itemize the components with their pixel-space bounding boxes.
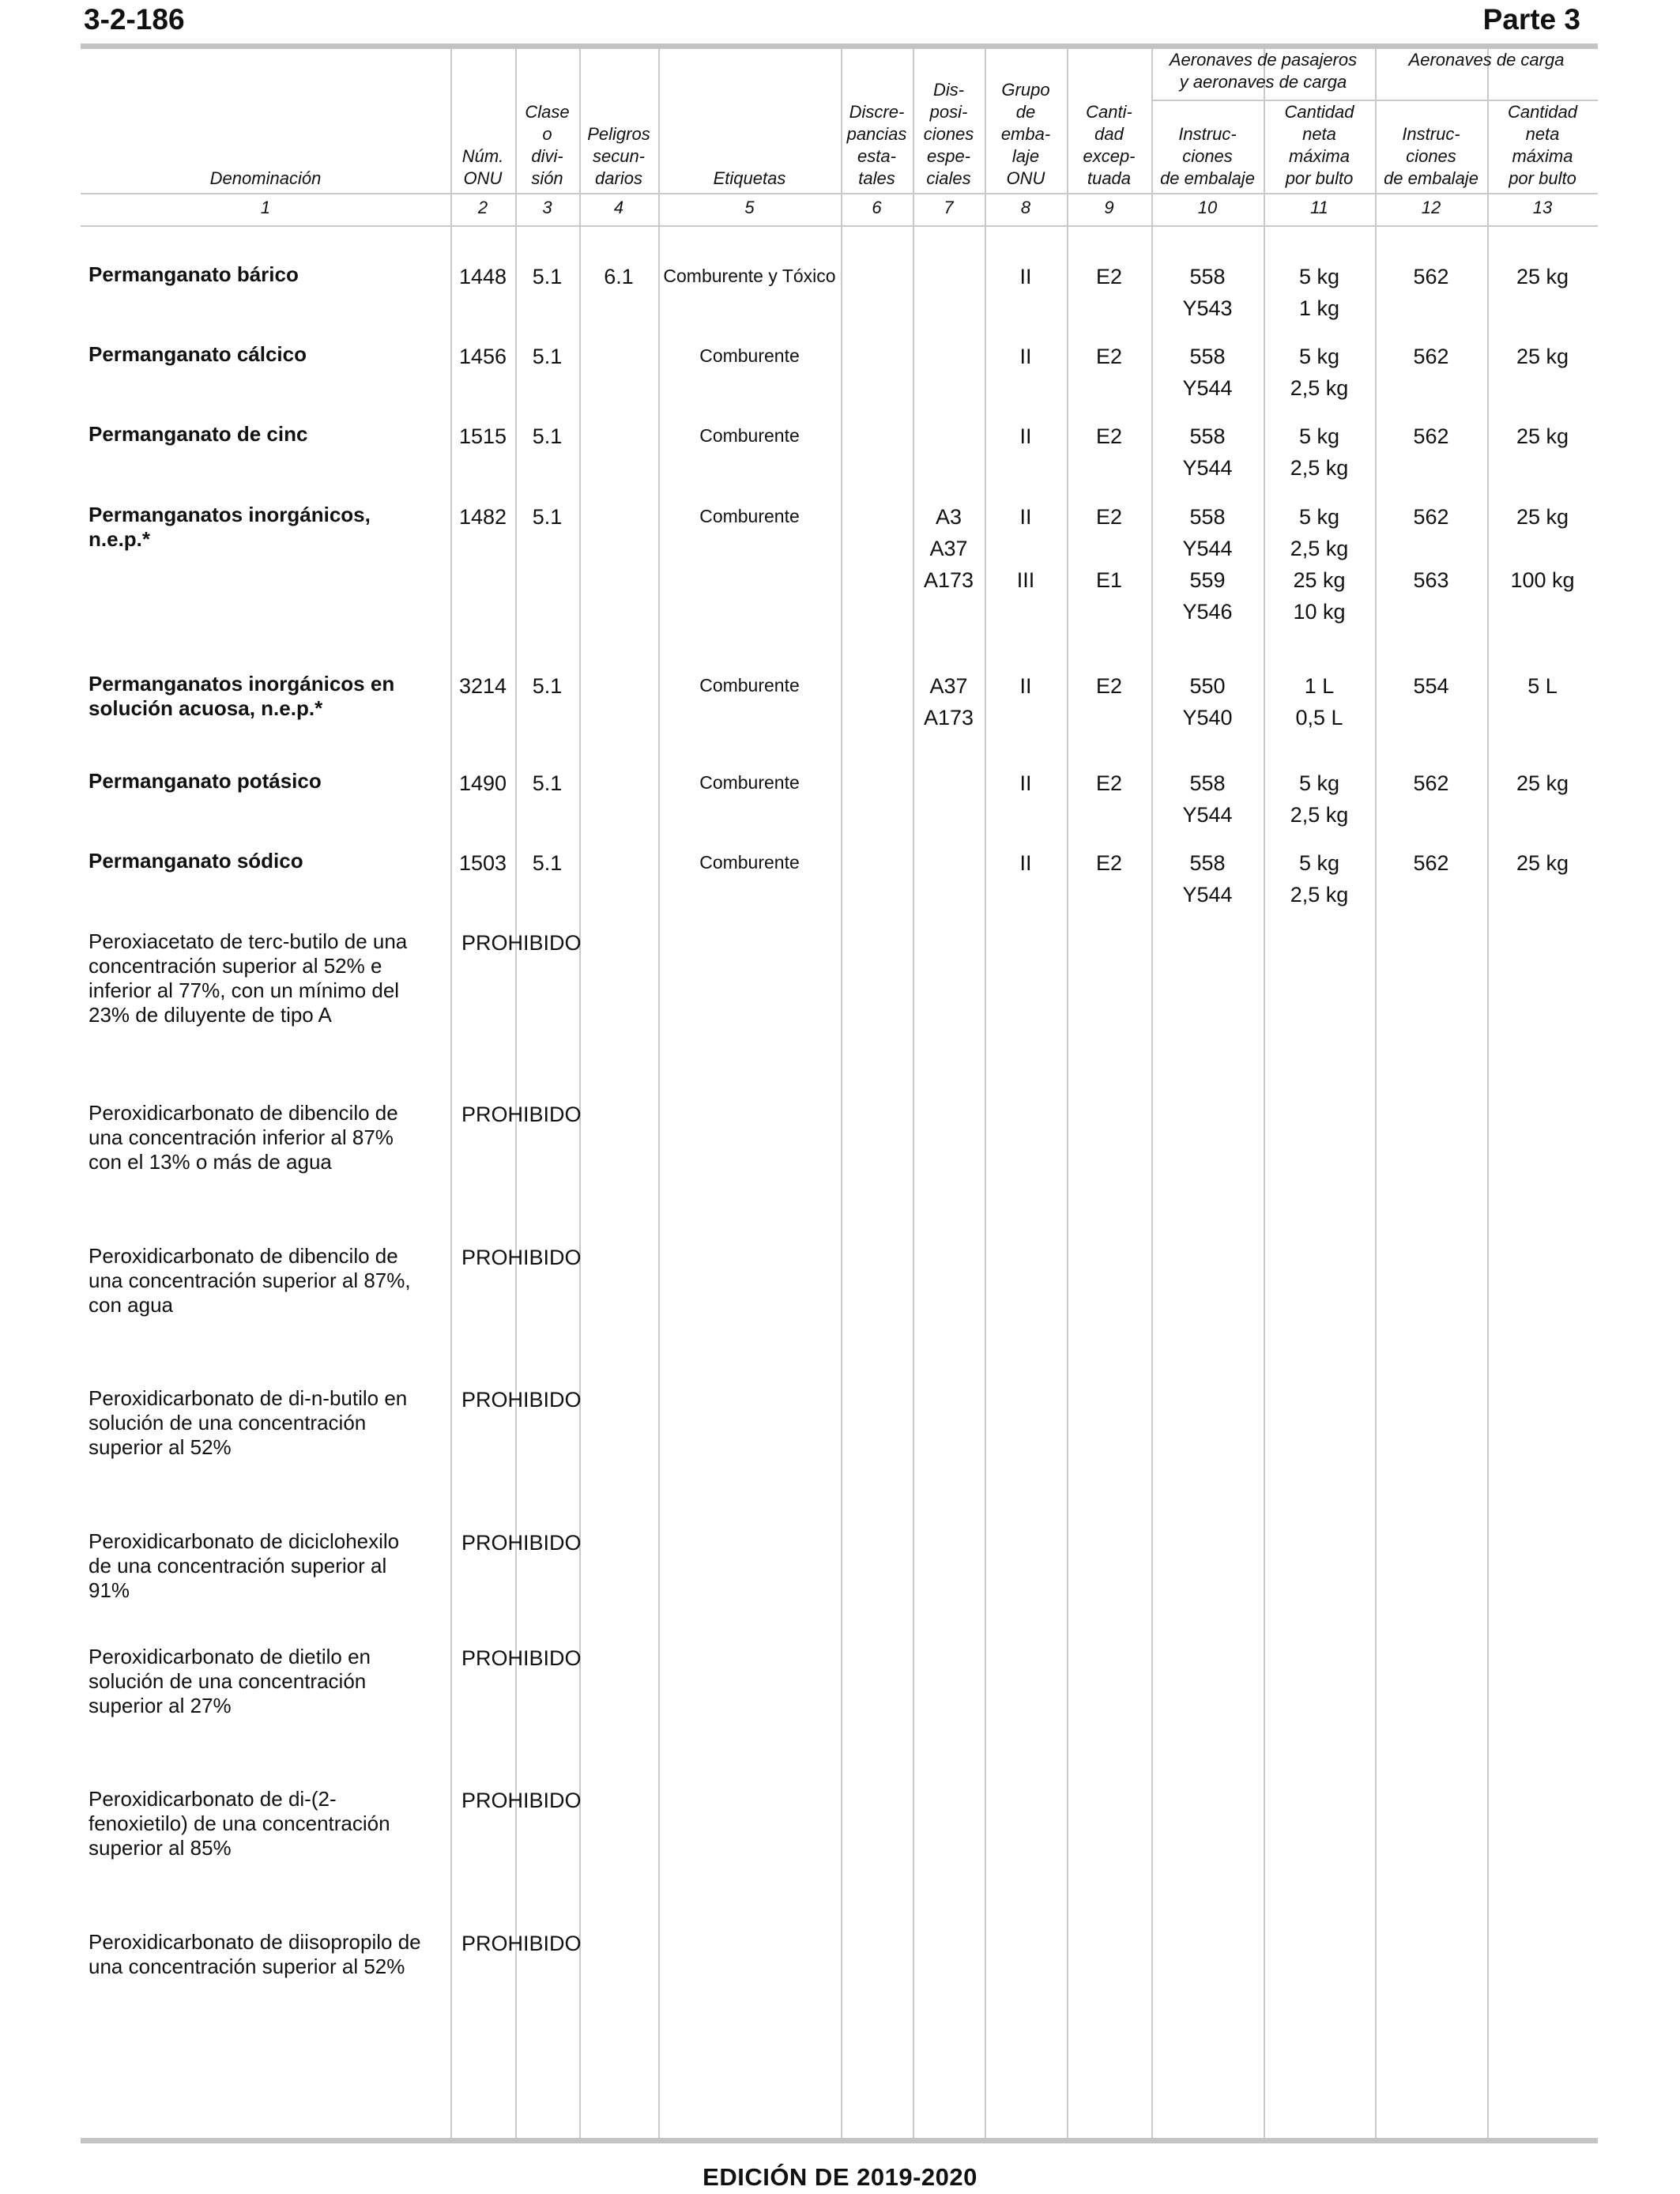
column-header-line: Discre- <box>849 102 905 122</box>
substance-name-line: Permanganato bárico <box>89 262 299 286</box>
passenger-packing-instruction-line: Y540 <box>1182 706 1233 729</box>
column-header-line: Etiquetas <box>713 168 786 188</box>
packing-group-line: II <box>1019 265 1032 288</box>
passenger-max-quantity-line: 2,5 kg <box>1290 803 1349 827</box>
column-header-line: sión <box>531 168 563 188</box>
column-header-line: tuada <box>1087 168 1132 188</box>
passenger-packing-instruction <box>1151 847 1264 910</box>
passenger-max-quantity-line: 5 kg <box>1298 345 1340 368</box>
packing-group-line: II <box>1019 345 1032 368</box>
column-number-6: 6 <box>872 198 882 217</box>
class-division-line: 5.1 <box>532 505 563 529</box>
hazard-label: Comburente <box>699 425 800 446</box>
packing-group <box>985 767 1067 799</box>
excepted-quantity-line: E2 <box>1095 345 1123 368</box>
class-division-line: 5.1 <box>532 424 563 448</box>
un-number-line: 1503 <box>458 851 507 875</box>
cargo-packing-instruction-line: 562 <box>1413 265 1449 288</box>
column-header-line: Dis- <box>932 80 965 100</box>
column-header-line: Clase <box>525 102 570 122</box>
column-header-line: por bulto <box>1285 168 1354 188</box>
un-number <box>450 670 515 702</box>
prohibited-notice: PROHIBIDO <box>461 1531 582 1555</box>
excepted-quantity <box>1067 767 1151 799</box>
excepted-quantity-line: E2 <box>1095 505 1123 529</box>
packing-group-line: II <box>1019 771 1032 795</box>
column-header-line: emba- <box>1000 124 1051 144</box>
column-header-line: o <box>542 124 552 144</box>
substance-name-line: Peroxidicarbonato de diisopropilo de <box>89 1930 421 1954</box>
substance-name-line: Peroxidicarbonato de dibencilo de <box>89 1101 398 1125</box>
column-header-line: de embalaje <box>1160 168 1255 188</box>
hazard-label: Comburente <box>699 506 800 526</box>
column-header-11 <box>1264 101 1375 190</box>
cargo-max-quantity-line: 5 L <box>1527 674 1558 698</box>
packing-group <box>985 261 1067 292</box>
hazard-label: Comburente <box>699 852 800 873</box>
cargo-packing-instruction-line: 562 <box>1413 424 1449 448</box>
packing-group <box>985 847 1067 879</box>
column-header-5 <box>658 168 841 190</box>
passenger-max-quantity-line: 2,5 kg <box>1290 376 1349 400</box>
substance-name <box>89 262 452 287</box>
packing-group-line <box>985 533 1067 564</box>
un-number <box>450 420 515 452</box>
column-divider <box>841 49 842 2138</box>
passenger-packing-instruction-line: 558 <box>1189 771 1226 795</box>
un-number-line: 1456 <box>458 345 507 368</box>
column-header-13 <box>1487 101 1598 190</box>
cargo-max-quantity-line: 25 kg <box>1516 771 1569 795</box>
column-number-7: 7 <box>944 198 954 217</box>
passenger-max-quantity-line: 5 kg <box>1298 851 1340 875</box>
cargo-max-quantity <box>1487 420 1598 452</box>
passenger-max-quantity-line: 5 kg <box>1298 265 1340 288</box>
special-provisions <box>913 670 985 733</box>
column-number-line <box>81 225 1598 227</box>
substance-name-line: Permanganatos inorgánicos en <box>89 672 395 696</box>
column-number-12: 12 <box>1421 198 1441 217</box>
cargo-max-quantity <box>1487 341 1598 372</box>
column-header-8 <box>985 79 1067 190</box>
cargo-packing-instruction <box>1375 420 1487 452</box>
un-number-line: 1482 <box>458 505 507 529</box>
substance-name-line: n.e.p.* <box>89 527 151 551</box>
column-number-13: 13 <box>1532 198 1553 217</box>
passenger-max-quantity <box>1264 261 1375 324</box>
substance-name <box>89 1386 452 1460</box>
hazard-label: Comburente <box>699 345 800 366</box>
substance-name-line: superior al 27% <box>89 1694 232 1717</box>
column-number-8: 8 <box>1020 198 1031 217</box>
subsidiary-hazard-line: 6.1 <box>604 265 634 288</box>
cargo-packing-instruction-line: 563 <box>1413 568 1449 592</box>
passenger-packing-instruction-line: 558 <box>1189 345 1226 368</box>
passenger-max-quantity-line: 2,5 kg <box>1290 456 1349 480</box>
column-header-line: Grupo <box>1001 80 1050 100</box>
passenger-max-quantity <box>1264 501 1375 628</box>
column-number-11: 11 <box>1310 198 1328 217</box>
un-number <box>450 847 515 879</box>
cargo-max-quantity <box>1487 261 1598 292</box>
passenger-packing-instruction-line: Y543 <box>1182 296 1233 320</box>
edition-footer: EDICIÓN DE 2019-2020 <box>703 2163 977 2191</box>
substance-name-line: Permanganato de cinc <box>89 422 308 446</box>
packing-group-line: III <box>1016 568 1035 592</box>
class-division <box>515 501 579 533</box>
substance-name <box>89 1101 452 1174</box>
excepted-quantity-line: E2 <box>1095 424 1123 448</box>
cargo-packing-instruction-line: 562 <box>1413 851 1449 875</box>
substance-name-line: Peroxidicarbonato de dietilo en <box>89 1645 371 1668</box>
class-division <box>515 767 579 799</box>
column-header-line: ONU <box>1006 168 1045 188</box>
column-header-line: por bulto <box>1509 168 1576 188</box>
packing-group-line: II <box>1019 505 1032 529</box>
un-number-line: 1490 <box>458 771 507 795</box>
substance-name-line: solución de una concentración <box>89 1669 367 1693</box>
column-header-line: ciones <box>1406 146 1456 166</box>
cargo-max-quantity-line: 100 kg <box>1510 568 1575 592</box>
column-number-2: 2 <box>477 198 488 217</box>
column-number-4: 4 <box>613 198 624 217</box>
cargo-packing-instruction <box>1375 767 1487 799</box>
passenger-packing-instruction-line: 558 <box>1189 424 1226 448</box>
cargo-packing-instruction-line: 562 <box>1413 345 1449 368</box>
passenger-packing-instruction <box>1151 501 1264 628</box>
column-header-line: máxima <box>1288 146 1350 166</box>
substance-name-line: una concentración inferior al 87% <box>89 1125 394 1149</box>
class-division-line: 5.1 <box>532 771 563 795</box>
cargo-packing-instruction <box>1375 670 1487 702</box>
column-header-12 <box>1375 123 1487 190</box>
column-header-line: espe- <box>926 146 971 166</box>
column-header-line: Núm. <box>461 146 504 166</box>
passenger-max-quantity-line: 1 kg <box>1298 296 1340 320</box>
passenger-packing-instruction-line: Y544 <box>1182 456 1233 480</box>
substance-name-line: solución acuosa, n.e.p.* <box>89 696 323 720</box>
cargo-max-quantity-line: 25 kg <box>1516 265 1569 288</box>
substance-name-line: inferior al 77%, con un mínimo del <box>89 978 400 1002</box>
cargo-packing-instruction <box>1375 341 1487 372</box>
un-number <box>450 501 515 533</box>
subsidiary-hazard <box>579 261 658 292</box>
passenger-max-quantity <box>1264 847 1375 910</box>
column-header-line: secun- <box>592 146 646 166</box>
passenger-packing-instruction-line: 558 <box>1189 265 1226 288</box>
substance-name-line: con el 13% o más de agua <box>89 1150 332 1174</box>
passenger-max-quantity-line: 2,5 kg <box>1290 537 1349 560</box>
prohibited-notice: PROHIBIDO <box>461 1789 582 1812</box>
excepted-quantity-line <box>1067 533 1151 564</box>
class-division <box>515 670 579 702</box>
excepted-quantity-line: E2 <box>1095 771 1123 795</box>
hazard-label: Comburente <box>699 772 800 793</box>
excepted-quantity-line: E2 <box>1095 674 1123 698</box>
packing-group <box>985 670 1067 702</box>
substance-name <box>89 1787 452 1860</box>
excepted-quantity-line: E1 <box>1095 568 1123 592</box>
column-header-line: esta- <box>857 146 896 166</box>
substance-name <box>89 503 452 552</box>
excepted-quantity <box>1067 501 1151 596</box>
passenger-packing-instruction <box>1151 670 1264 733</box>
class-division-line: 5.1 <box>532 265 563 288</box>
substance-name <box>89 1244 452 1318</box>
special-provisions-line: A173 <box>923 706 974 729</box>
substance-name-line: 91% <box>89 1578 130 1602</box>
column-header-line: Instruc- <box>1178 124 1237 144</box>
passenger-max-quantity <box>1264 420 1375 484</box>
class-division <box>515 420 579 452</box>
passenger-max-quantity-line: 25 kg <box>1293 568 1346 592</box>
prohibited-notice: PROHIBIDO <box>461 1932 582 1955</box>
cargo-max-quantity-line: 25 kg <box>1516 345 1569 368</box>
column-header-line: Cantidad <box>1507 102 1578 122</box>
column-header-line: dad <box>1094 124 1124 144</box>
passenger-max-quantity-line: 5 kg <box>1298 424 1340 448</box>
substance-name-line: Peroxidicarbonato de diciclohexilo <box>89 1529 400 1553</box>
cargo-packing-instruction-line: 554 <box>1413 674 1449 698</box>
column-header-7 <box>913 79 985 190</box>
passenger-packing-instruction-line: 559 <box>1189 568 1226 592</box>
substance-name-line: superior al 52% <box>89 1435 232 1459</box>
cargo-packing-instruction-line: 562 <box>1413 771 1449 795</box>
hazard-label: Comburente <box>699 675 800 696</box>
packing-group-line: II <box>1019 674 1032 698</box>
column-header-line: Cantidad <box>1284 102 1354 122</box>
prohibited-notice: PROHIBIDO <box>461 1103 582 1126</box>
substance-name <box>89 849 452 873</box>
substance-name-line: de una concentración superior al <box>89 1554 387 1578</box>
cargo-max-quantity <box>1487 847 1598 879</box>
prohibited-notice: PROHIBIDO <box>461 1246 582 1269</box>
column-header-line: neta <box>1525 124 1560 144</box>
special-provisions <box>913 501 985 596</box>
substance-name-line: Permanganato cálcico <box>89 342 307 366</box>
passenger-packing-instruction-line: 550 <box>1189 674 1226 698</box>
substance-name-line: concentración superior al 52% e <box>89 954 382 978</box>
substance-name-line: una concentración superior al 52% <box>89 1955 405 1978</box>
column-header-line: tales <box>858 168 895 188</box>
substance-name <box>89 422 452 447</box>
passenger-packing-instruction <box>1151 420 1264 484</box>
substance-name-line: con agua <box>89 1293 173 1317</box>
column-header-line: Denominación <box>209 168 322 188</box>
un-number <box>450 341 515 372</box>
column-number-9: 9 <box>1104 198 1114 217</box>
top-rule <box>81 43 1598 49</box>
column-header-3 <box>515 101 579 190</box>
substance-name-line: Permanganatos inorgánicos, <box>89 503 371 526</box>
passenger-max-quantity <box>1264 767 1375 831</box>
column-header-line: ONU <box>463 168 503 188</box>
passenger-packing-instruction-line: Y544 <box>1182 537 1233 560</box>
bottom-rule <box>81 2138 1598 2143</box>
passenger-aircraft-header <box>1151 49 1375 93</box>
column-header-line: darios <box>595 168 642 188</box>
part-title: Parte 3 <box>1482 3 1580 36</box>
column-number-10: 10 <box>1197 198 1218 217</box>
substance-name-line: Peroxiacetato de terc-butilo de una <box>89 929 408 953</box>
substance-name-line: una concentración superior al 87%, <box>89 1269 411 1292</box>
column-header-line: ciones <box>1182 146 1233 166</box>
column-header-line: posi- <box>929 102 968 122</box>
substance-name-line: Peroxidicarbonato de di-(2- <box>89 1787 337 1811</box>
substance-name <box>89 342 452 367</box>
class-division-line: 5.1 <box>532 674 563 698</box>
passenger-max-quantity <box>1264 341 1375 404</box>
substance-name-line: Peroxidicarbonato de di-n-butilo en <box>89 1386 408 1410</box>
substance-name-line: fenoxietilo) de una concentración <box>89 1811 390 1835</box>
passenger-max-quantity-line: 5 kg <box>1298 771 1340 795</box>
passenger-aircraft-header-line: y aeronaves de carga <box>1179 72 1347 92</box>
cargo-max-quantity <box>1487 767 1598 799</box>
special-provisions-line: A3 <box>935 505 962 529</box>
packing-group-line: II <box>1019 851 1032 875</box>
excepted-quantity-line: E2 <box>1095 851 1123 875</box>
substance-name-line: Permanganato potásico <box>89 769 322 793</box>
passenger-packing-instruction-line: Y544 <box>1182 883 1233 907</box>
passenger-max-quantity-line: 2,5 kg <box>1290 883 1349 907</box>
column-header-9 <box>1067 101 1151 190</box>
substance-name-line: Permanganato sódico <box>89 849 303 873</box>
column-header-2 <box>450 145 515 190</box>
column-header-line: Canti- <box>1086 102 1132 122</box>
passenger-packing-instruction-line: Y544 <box>1182 803 1233 827</box>
packing-group <box>985 341 1067 372</box>
hazard-label: Comburente y Tóxico <box>663 266 836 286</box>
cargo-packing-instruction <box>1375 261 1487 292</box>
prohibited-notice: PROHIBIDO <box>461 1388 582 1412</box>
column-number-3: 3 <box>542 198 552 217</box>
column-header-line: excep- <box>1083 146 1136 166</box>
excepted-quantity <box>1067 420 1151 452</box>
cargo-max-quantity-line <box>1487 533 1598 564</box>
column-header-line: de embalaje <box>1384 168 1478 188</box>
passenger-aircraft-header-line: Aeronaves de pasajeros <box>1169 50 1358 70</box>
column-header-line: Peligros <box>587 124 650 144</box>
passenger-max-quantity-line: 0,5 L <box>1295 706 1343 729</box>
excepted-quantity <box>1067 847 1151 879</box>
substance-name <box>89 1529 452 1603</box>
column-number-1: 1 <box>260 198 271 217</box>
prohibited-notice: PROHIBIDO <box>461 931 582 955</box>
column-header-line: de <box>1015 102 1036 122</box>
substance-name-line: solución de una concentración <box>89 1411 367 1434</box>
column-header-1 <box>81 168 450 190</box>
substance-name-line: superior al 85% <box>89 1836 232 1860</box>
column-header-4 <box>579 123 658 190</box>
un-number <box>450 261 515 292</box>
packing-group-line: II <box>1019 424 1032 448</box>
cargo-max-quantity <box>1487 501 1598 596</box>
substance-name <box>89 1645 452 1718</box>
substance-name <box>89 929 452 1027</box>
substance-name <box>89 769 452 794</box>
substance-name-line: 23% de diluyente de tipo A <box>89 1003 332 1027</box>
passenger-packing-instruction <box>1151 341 1264 404</box>
packing-group <box>985 501 1067 596</box>
excepted-quantity <box>1067 670 1151 702</box>
special-provisions-line: A173 <box>923 568 974 592</box>
passenger-max-quantity-line: 5 kg <box>1298 505 1340 529</box>
excepted-quantity <box>1067 261 1151 292</box>
cargo-aircraft-header <box>1375 49 1598 71</box>
column-header-line: Instruc- <box>1402 124 1460 144</box>
column-header-6 <box>841 101 913 190</box>
excepted-quantity-line: E2 <box>1095 265 1123 288</box>
column-header-line: ciales <box>926 168 971 188</box>
passenger-packing-instruction-line: Y544 <box>1182 376 1233 400</box>
column-header-line: neta <box>1302 124 1336 144</box>
substance-name <box>89 672 452 721</box>
cargo-packing-instruction <box>1375 847 1487 879</box>
cargo-packing-instruction <box>1375 501 1487 596</box>
column-divider <box>579 49 581 2138</box>
passenger-max-quantity <box>1264 670 1375 733</box>
un-number-line: 1448 <box>458 265 507 288</box>
cargo-packing-instruction-line: 562 <box>1413 505 1449 529</box>
cargo-aircraft-header-line: Aeronaves de carga <box>1408 50 1565 70</box>
substance-name <box>89 1930 452 1979</box>
class-division <box>515 261 579 292</box>
column-header-10 <box>1151 123 1264 190</box>
class-division <box>515 847 579 879</box>
prohibited-notice: PROHIBIDO <box>461 1646 582 1670</box>
passenger-packing-instruction-line: 558 <box>1189 851 1226 875</box>
excepted-quantity <box>1067 341 1151 372</box>
special-provisions-line: A37 <box>929 537 968 560</box>
class-division-line: 5.1 <box>532 345 563 368</box>
class-division <box>515 341 579 372</box>
passenger-packing-instruction <box>1151 767 1264 831</box>
passenger-packing-instruction-line: 558 <box>1189 505 1226 529</box>
cargo-max-quantity <box>1487 670 1598 702</box>
column-header-line: ciones <box>923 124 974 144</box>
cargo-max-quantity-line: 25 kg <box>1516 424 1569 448</box>
un-number-line: 3214 <box>458 674 507 698</box>
column-header-line: pancias <box>846 124 907 144</box>
class-division-line: 5.1 <box>532 851 563 875</box>
column-header-line: divi- <box>531 146 563 166</box>
cargo-packing-instruction-line <box>1375 533 1487 564</box>
un-number-line: 1515 <box>458 424 507 448</box>
page-number: 3-2-186 <box>84 3 185 36</box>
cargo-max-quantity-line: 25 kg <box>1516 505 1569 529</box>
cargo-max-quantity-line: 25 kg <box>1516 851 1569 875</box>
column-header-line: máxima <box>1512 146 1573 166</box>
un-number <box>450 767 515 799</box>
passenger-packing-instruction <box>1151 261 1264 324</box>
special-provisions-line: A37 <box>929 674 968 698</box>
header-bottom-line <box>81 193 1598 194</box>
column-divider <box>913 49 914 2138</box>
packing-group <box>985 420 1067 452</box>
column-number-5: 5 <box>744 198 755 217</box>
passenger-max-quantity-line: 10 kg <box>1293 600 1346 624</box>
passenger-packing-instruction-line: Y546 <box>1182 600 1233 624</box>
passenger-max-quantity-line: 1 L <box>1304 674 1335 698</box>
substance-name-line: Peroxidicarbonato de dibencilo de <box>89 1244 398 1268</box>
column-header-line: laje <box>1011 146 1040 166</box>
